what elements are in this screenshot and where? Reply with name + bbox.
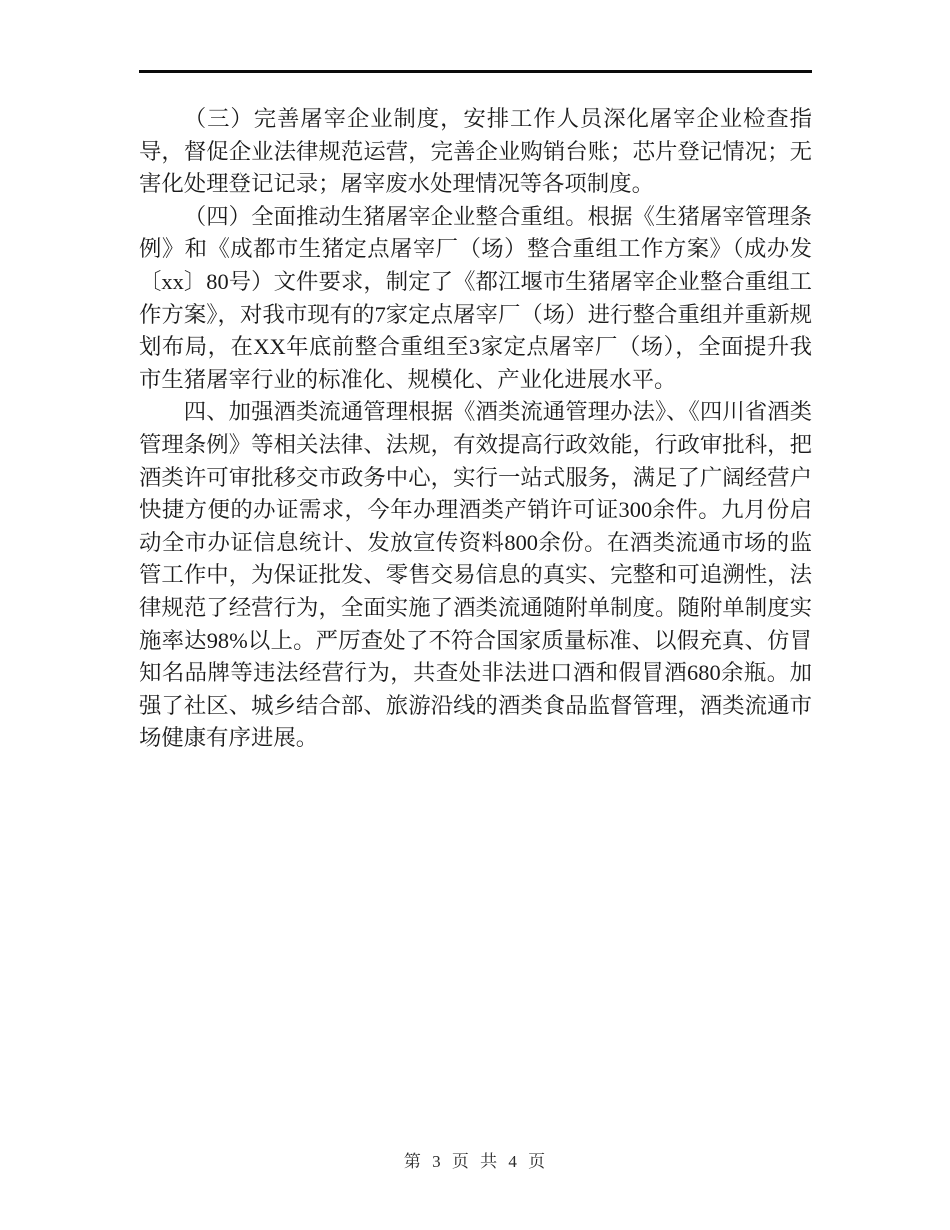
paragraph-item-three: （三）完善屠宰企业制度，安排工作人员深化屠宰企业检查指导，督促企业法律规范运营，完善企业购销台账；芯片登记情况；无害化处理登记记录；屠宰废水处理情况等各项制度。	[139, 106, 812, 197]
document-body	[139, 103, 812, 755]
header-divider-line	[139, 70, 812, 73]
paragraph-section-four: 四、加强酒类流通管理根据《酒类流通管理办法》、《四川省酒类管理条例》等相关法律、法规，有效提高行政效能，行政审批科，把酒类许可审批移交市政务中心，实行一站式服务，满足了广阔经营户快捷方便的办证需求，今年办理酒类产销许可证300余件。九月份启动全市办证信息统计、发放宣传资料800余份。在酒类流通市场的监管工作中，为保证批发、零售交易信息的真实、完整和可追溯性，法律规范了经营行为，全面实施了酒类流通随附单制度。随附单制度实施率达98%以上。严厉查处了不符合国家质量标准、以假充真、仿冒知名品牌等违法经营行为，共查处非法进口酒和假冒酒680余瓶。加强了社区、城乡结合部、旅游沿线的酒类食品监督管理，酒类流通市场健康有序进展。	[139, 399, 812, 751]
page-number-indicator: 第 3 页 共 4 页	[403, 1152, 547, 1171]
paragraph-item-four: （四）全面推动生猪屠宰企业整合重组。根据《生猪屠宰管理条例》和《成都市生猪定点屠宰厂（场）整合重组工作方案》（成办发〔xx〕80号）文件要求，制定了《都江堰市生猪屠宰企业整合重组工作方案》，对我市现有的7家定点屠宰厂（场）进行整合重组并重新规划布局，在XX年底前整合重组至3家定点屠宰厂（场），全面提升我市生猪屠宰行业的标准化、规模化、产业化进展水平。	[139, 203, 812, 392]
page-footer	[0, 1150, 950, 1174]
